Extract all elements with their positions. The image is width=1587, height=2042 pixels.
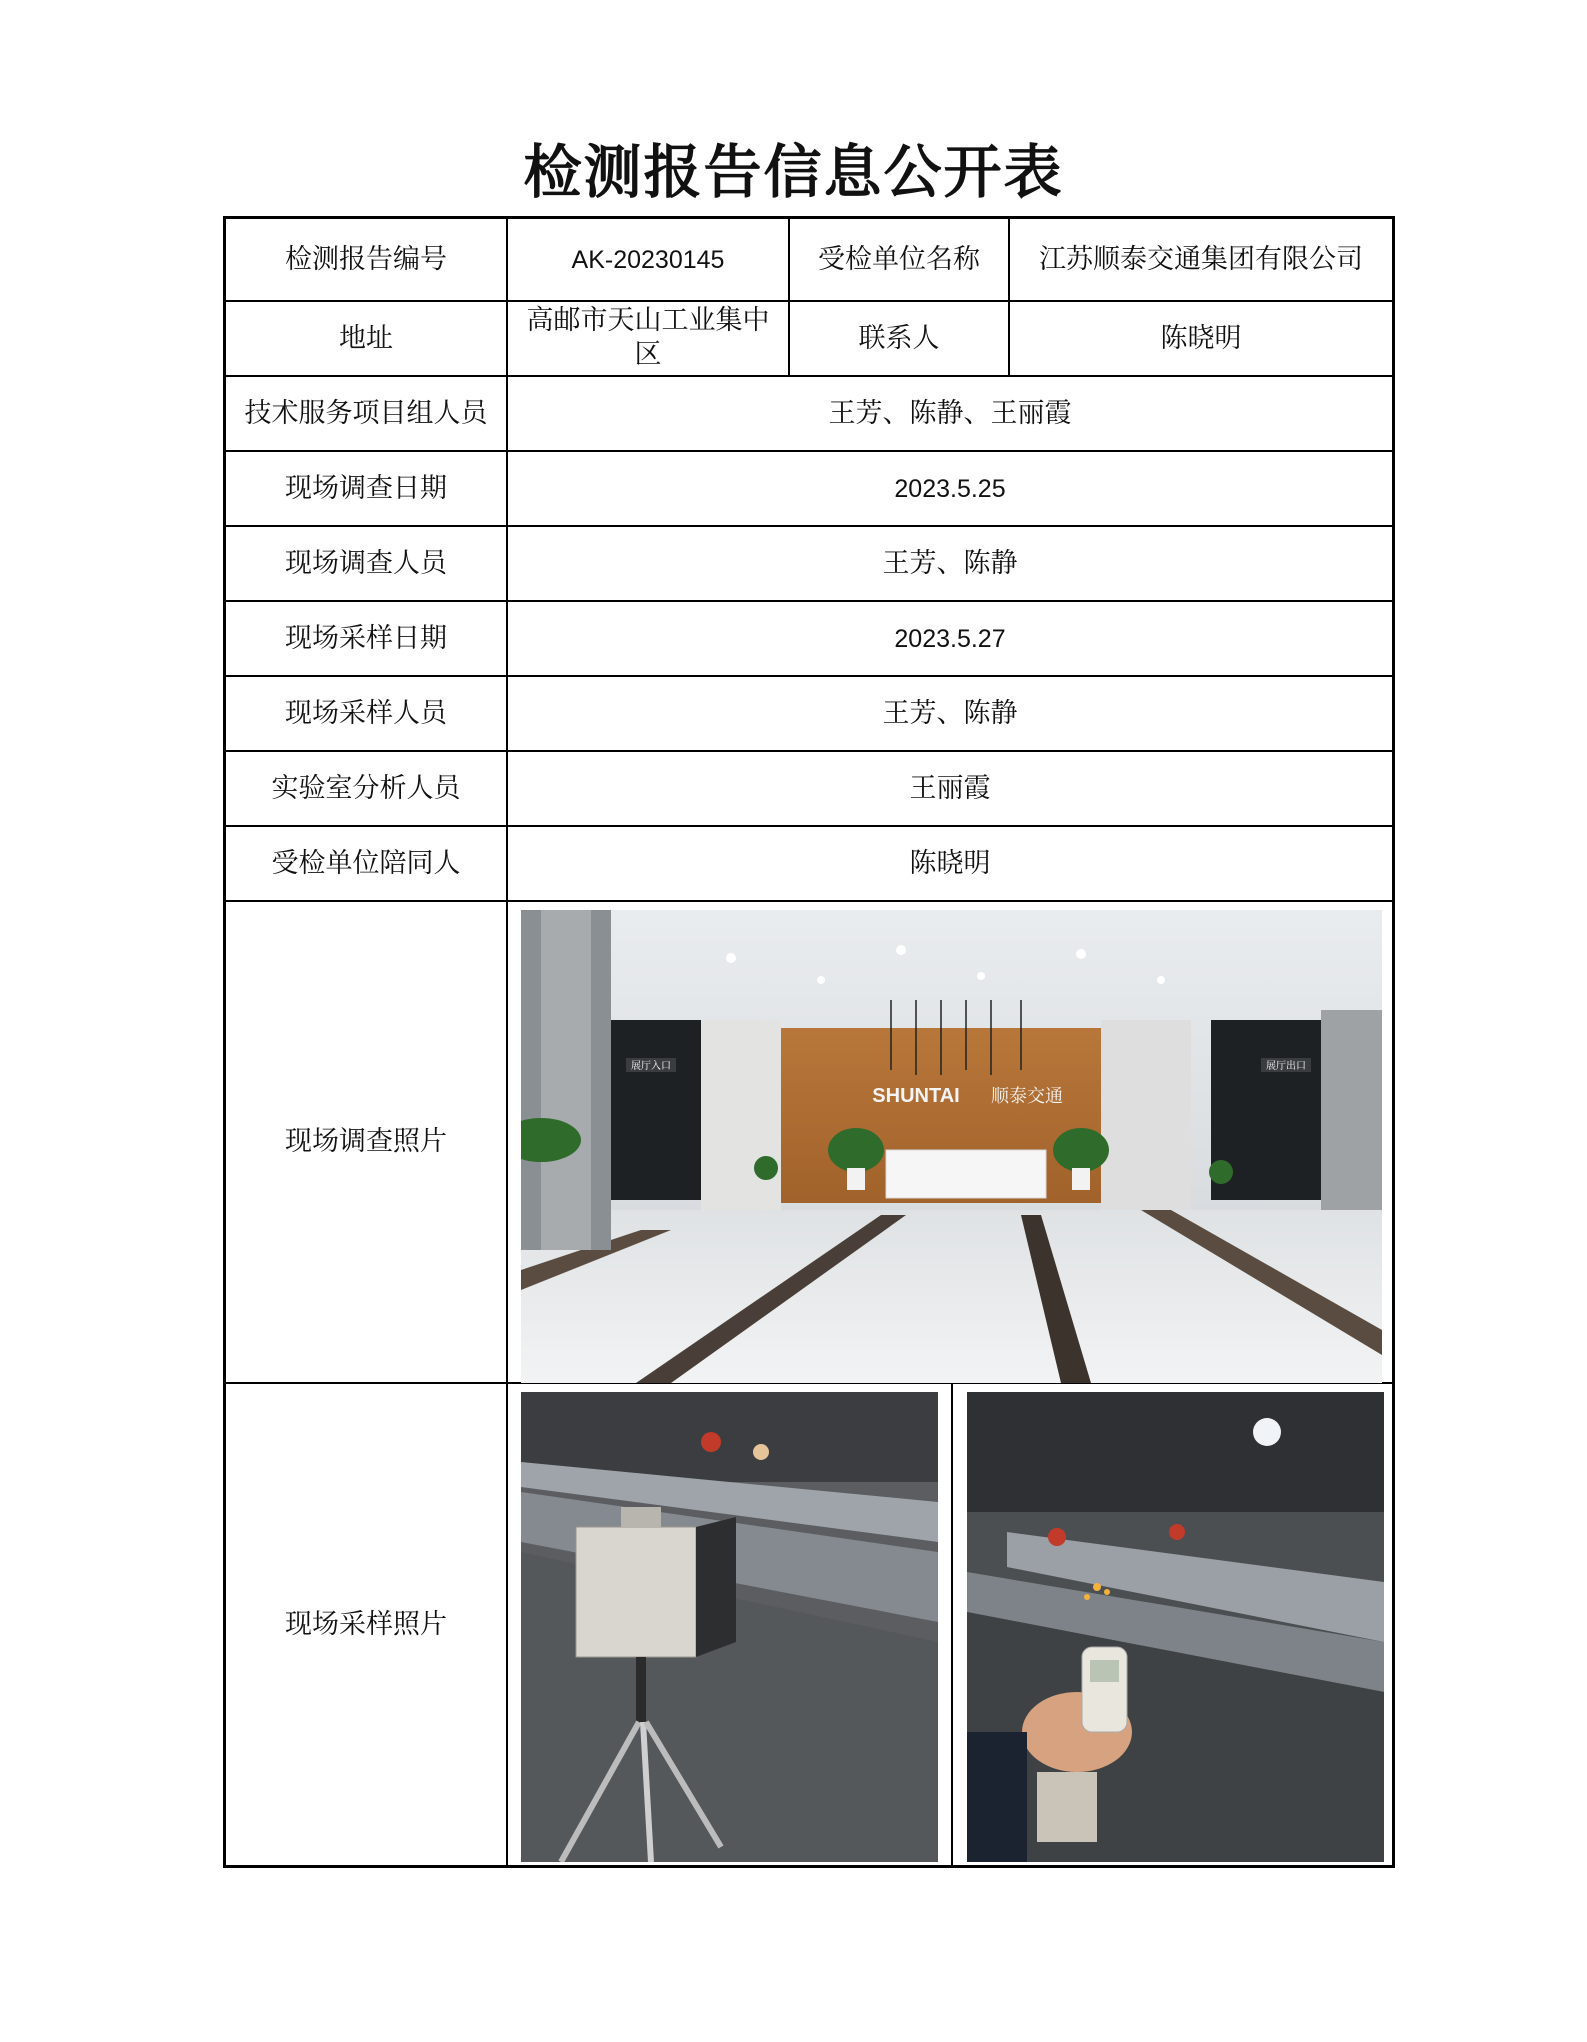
survey-date-label: 现场调查日期 — [285, 472, 447, 504]
contact-value: 陈晓明 — [1160, 322, 1242, 354]
escort-value: 陈晓明 — [909, 847, 991, 879]
page-title: 检测报告信息公开表 — [523, 138, 1064, 206]
survey-staff-label: 现场调查人员 — [285, 547, 447, 579]
contact-label: 联系人 — [858, 322, 940, 354]
address-value: 高邮市天山工业集中区 — [526, 305, 770, 370]
sampling-photo-sound-meter — [967, 1392, 1384, 1862]
sampling-staff-label: 现场采样人员 — [285, 697, 447, 729]
unit-name-label: 受检单位名称 — [818, 243, 980, 275]
escort-label: 受检单位陪同人 — [271, 847, 461, 879]
team-label: 技术服务项目组人员 — [244, 397, 488, 429]
sampling-staff-value: 王芳、陈静 — [882, 697, 1018, 729]
survey-staff-value: 王芳、陈静 — [882, 547, 1018, 579]
sampling-photo-label: 现场采样照片 — [285, 1608, 447, 1640]
entrance-sign: 展厅入口 — [631, 1061, 671, 1072]
sampling-date-label: 现场采样日期 — [285, 622, 447, 654]
unit-name-value: 江苏顺泰交通集团有限公司 — [1039, 243, 1363, 275]
lab-staff-label: 实验室分析人员 — [271, 772, 461, 804]
sampling-date-value: 2023.5.27 — [894, 624, 1006, 653]
lab-staff-value: 王丽霞 — [909, 772, 991, 804]
survey-photo-lobby — [521, 910, 1382, 1383]
exit-sign: 展厅出口 — [1266, 1061, 1306, 1072]
survey-photo-label: 现场调查照片 — [285, 1126, 447, 1157]
logo-latin: SHUNTAI — [872, 1085, 960, 1107]
team-value: 王芳、陈静、王丽霞 — [828, 397, 1072, 429]
logo-cn: 顺泰交通 — [991, 1086, 1063, 1107]
address-label: 地址 — [339, 322, 393, 354]
sampling-photo-tripod-meter — [521, 1392, 938, 1862]
info-table — [223, 216, 1395, 1868]
report-no-label: 检测报告编号 — [285, 243, 447, 275]
survey-date-value: 2023.5.25 — [894, 474, 1006, 503]
report-no-value: AK-20230145 — [571, 245, 725, 274]
